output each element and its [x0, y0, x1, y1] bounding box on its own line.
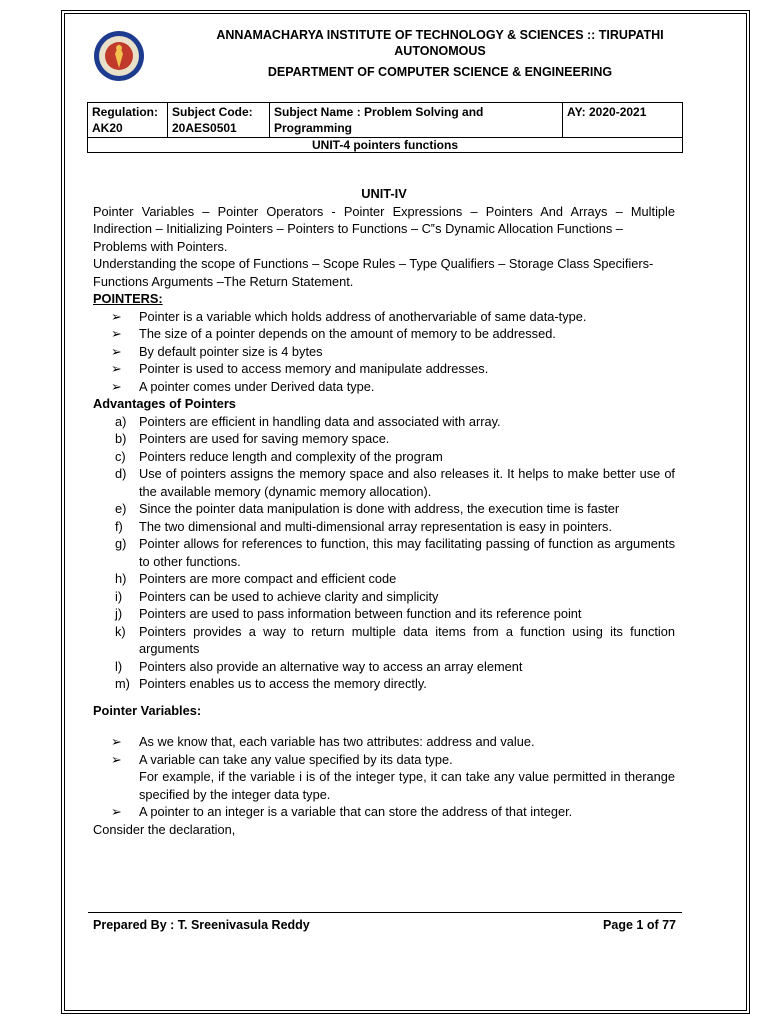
list-item: ➢ The size of a pointer depends on the amount of memory to be addressed.: [111, 326, 556, 341]
pointers-heading: POINTERS:: [93, 291, 163, 306]
syllabus-line-1: Pointer Variables – Pointer Operators - Pointer Expressions – Pointers And Arrays – Multiple Indirection – Initializing Pointers – Pointers to Functions – C‟s Dynamic Allocation Functions –: [93, 203, 675, 236]
list-item: l) Pointers also provide an alternative way to access an array element: [115, 658, 523, 674]
arrow-bullet-icon: ➢: [111, 361, 122, 376]
footer-divider: [88, 912, 682, 913]
consider-declaration: Consider the declaration,: [93, 821, 236, 837]
unit-title: UNIT-IV: [361, 186, 407, 201]
syllabus-line-2: Problems with Pointers.: [93, 238, 228, 254]
list-item: ➢ Pointer is used to access memory and manipulate addresses.: [111, 361, 489, 376]
list-item: k) Pointers provides a way to return multiple data items from a function using its function arguments: [115, 623, 675, 656]
list-item: c) Pointers reduce length and complexity of the program: [115, 448, 443, 464]
list-item: f) The two dimensional and multi-dimensional array representation is easy in pointers.: [115, 518, 613, 534]
syllabus-line-3: Understanding the scope of Functions – Scope Rules – Type Qualifiers – Storage Class Specifiers-: [93, 256, 654, 271]
document-body: [93, 185, 675, 838]
arrow-bullet-icon: ➢: [111, 326, 122, 341]
list-item: ➢ A variable can take any value specified by its data type. For example, if the variable i is of the integer type, it can take any value permitted in therange specified by the integer data type.: [111, 751, 675, 802]
list-item: g) Pointer allows for references to function, this may facilitating passing of function as arguments to other functions.: [115, 536, 675, 569]
advantages-list: [93, 413, 675, 693]
list-item: e) Since the pointer data manipulation is done with address, the execution time is faster: [115, 501, 620, 516]
pointers-list: [93, 308, 675, 396]
arrow-bullet-icon: ➢: [111, 308, 122, 324]
pointer-variables-heading: Pointer Variables:: [93, 702, 202, 718]
list-item: j) Pointers are used to pass information between function and its reference point: [115, 606, 582, 621]
page-number: Page 1 of 77: [603, 918, 676, 932]
college-seal-icon: [93, 30, 145, 82]
pointer-variables-list: [93, 733, 675, 821]
institute-name: ANNAMACHARYA INSTITUTE OF TECHNOLOGY & SCIENCES :: TIRUPATHI: [216, 28, 664, 42]
department-name: DEPARTMENT OF COMPUTER SCIENCE & ENGINEERING: [267, 65, 613, 79]
list-item: ➢ By default pointer size is 4 bytes: [111, 343, 323, 359]
regulation-cell: Regulation: AK20: [88, 103, 168, 138]
list-item: ➢ A pointer to an integer is a variable that can store the address of that integer.: [111, 804, 573, 819]
advantages-heading: Advantages of Pointers: [93, 396, 236, 411]
list-item: d) Use of pointers assigns the memory space and also releases it. It helps to make better use of the available memory (dynamic memory allocation).: [115, 466, 675, 499]
list-item: b) Pointers are used for saving memory space.: [115, 431, 390, 446]
list-item: i) Pointers can be used to achieve clarity and simplicity: [115, 588, 439, 604]
prepared-by: Prepared By : T. Sreenivasula Reddy: [93, 918, 310, 932]
arrow-bullet-icon: ➢: [111, 343, 122, 359]
list-item: ➢ Pointer is a variable which holds address of anothervariable of same data-type.: [111, 308, 587, 324]
unit-cell: UNIT-4 pointers functions: [88, 138, 683, 153]
arrow-bullet-icon: ➢: [111, 734, 122, 749]
academic-year-cell: AY: 2020-2021: [563, 103, 683, 138]
list-item: ➢ As we know that, each variable has two attributes: address and value.: [111, 734, 535, 749]
subject-code-cell: Subject Code: 20AES0501: [168, 103, 270, 138]
subject-name-cell: Subject Name : Problem Solving and Programming: [270, 103, 563, 138]
arrow-bullet-icon: ➢: [111, 378, 122, 394]
list-item: a) Pointers are efficient in handling data and associated with array.: [115, 413, 501, 429]
arrow-bullet-icon: ➢: [111, 804, 122, 819]
arrow-bullet-icon: ➢: [111, 751, 122, 767]
syllabus-line-4: Functions Arguments –The Return Statement.: [93, 273, 354, 289]
list-item: ➢ A pointer comes under Derived data type.: [111, 378, 375, 394]
list-item: h) Pointers are more compact and efficient code: [115, 571, 397, 586]
list-item: m) Pointers enables us to access the memory directly.: [115, 676, 427, 691]
institute-status: AUTONOMOUS: [394, 44, 486, 58]
subject-info-table: [87, 102, 683, 153]
